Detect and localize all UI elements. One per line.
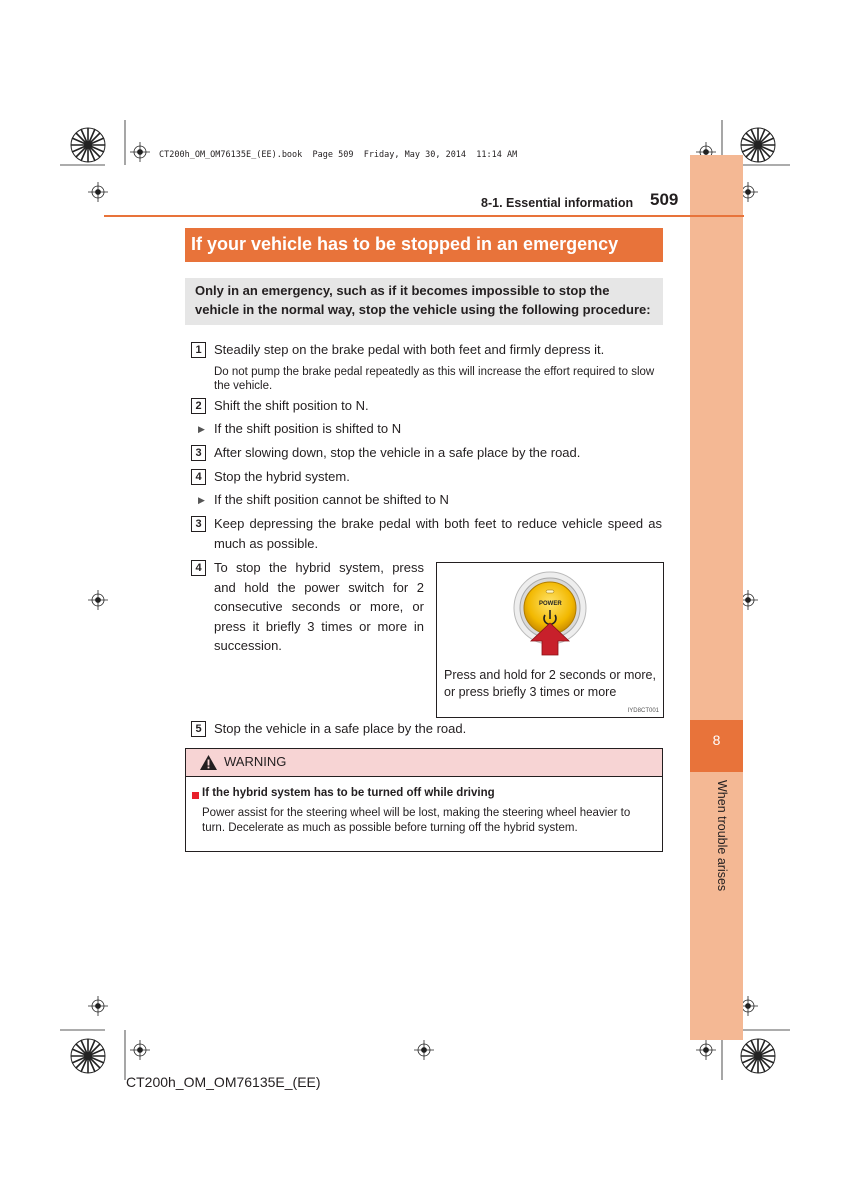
chapter-number-box	[690, 720, 743, 772]
step-number: 4	[191, 560, 206, 576]
chapter-title: When trouble arises	[715, 780, 729, 892]
step-number: 5	[191, 721, 206, 737]
side-tab	[690, 155, 743, 1040]
step-number: 4	[191, 469, 206, 485]
page-number: 509	[650, 190, 679, 209]
step-note: Do not pump the brake pedal repeatedly as this will increase the effort required to slow the vehicle.	[214, 366, 655, 392]
page-title: If your vehicle has to be stopped in an emergency	[191, 234, 619, 254]
step-text: Steadily step on the brake pedal with both feet and firmly depress it.	[214, 342, 605, 357]
figure-code: IYD8CT001	[627, 708, 659, 714]
footer-code: CT200h_OM_OM76135E_(EE)	[126, 1074, 321, 1090]
sub-heading: If the shift position cannot be shifted to N	[214, 492, 449, 507]
sub-heading: If the shift position is shifted to N	[214, 421, 402, 436]
red-square-bullet-icon	[192, 792, 199, 799]
warning-label: WARNING	[224, 754, 287, 769]
header-rule	[104, 215, 744, 217]
step-number: 2	[191, 398, 206, 414]
figure-caption: Press and hold for 2 seconds or more, or press briefly 3 times or more	[444, 668, 656, 699]
step-text: Stop the hybrid system.	[214, 469, 350, 484]
triangle-bullet-icon: ▶	[198, 495, 205, 505]
title-bar	[185, 228, 663, 262]
step-text: After slowing down, stop the vehicle in a safe place by the road.	[214, 445, 581, 460]
triangle-bullet-icon: ▶	[198, 424, 205, 434]
warning-box	[185, 748, 663, 852]
step-text: Keep depressing the brake pedal with both feet to reduce vehicle speed as much as possible.	[214, 516, 662, 551]
section-header: 8-1. Essential information	[481, 196, 634, 210]
step-number: 3	[191, 516, 206, 532]
intro-box	[185, 278, 663, 325]
warning-header	[186, 749, 662, 777]
chapter-number: 8	[712, 732, 721, 748]
print-info: CT200h_OM_OM76135E_(EE).book Page 509 Friday, May 30, 2014 11:14 AM	[159, 150, 518, 160]
step-text: Stop the vehicle in a safe place by the road.	[214, 721, 467, 736]
warning-heading: If the hybrid system has to be turned off while driving	[202, 787, 495, 799]
power-button-label: POWER	[539, 601, 562, 607]
step-text: Shift the shift position to N.	[214, 398, 369, 413]
figure-box	[436, 562, 664, 718]
warning-triangle-icon	[199, 754, 218, 771]
intro-text: Only in an emergency, such as if it becomes impossible to stop the vehicle in the normal way, stop the vehicle using the following procedure:	[195, 283, 651, 317]
warning-body: Power assist for the steering wheel will be lost, making the steering wheel heavier to turn. Decelerate as much as possible before turning off the hybrid system.	[202, 807, 631, 834]
step-number: 3	[191, 445, 206, 461]
step-text: To stop the hybrid system, press and hold the power switch for 2 consecutive seconds or more, or press it briefly 3 times or more in succession.	[214, 560, 424, 653]
chapter-title-wrap	[715, 780, 729, 900]
step-number: 1	[191, 342, 206, 358]
